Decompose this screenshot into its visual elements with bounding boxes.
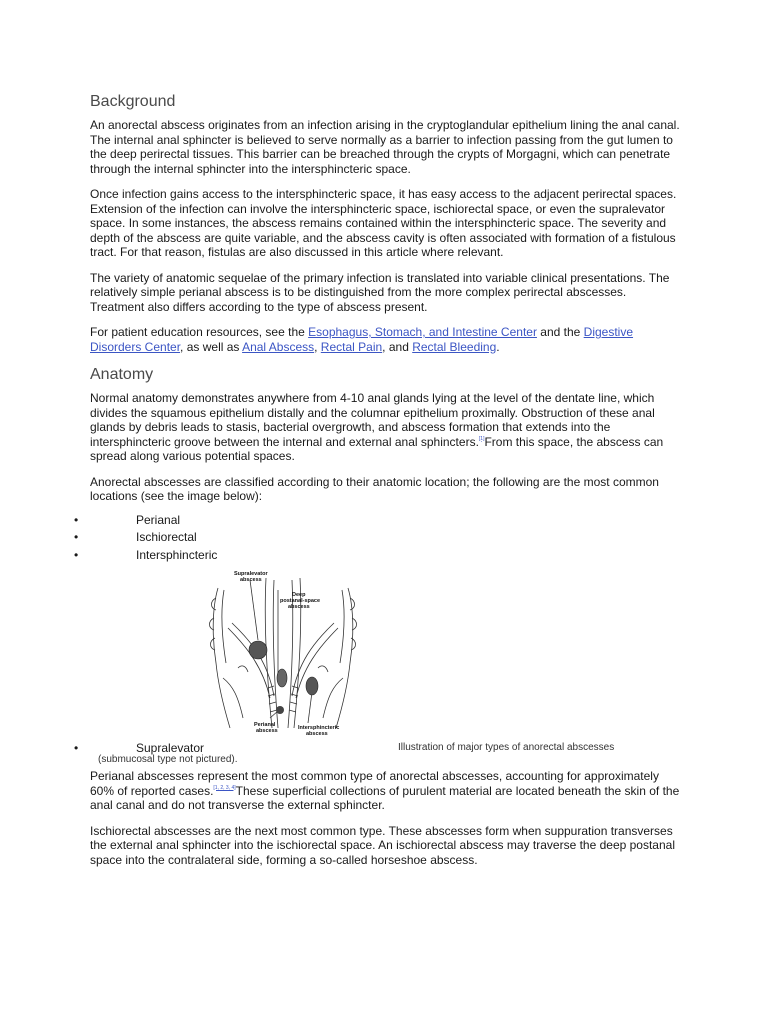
background-paragraph-1: An anorectal abscess originates from an infection arising in the cryptoglandular epithelium lining the anal canal. The internal anal sphincter is believed to serve normally as a barrier to infection passing from the gut lumen to the deep perirectal tissues. This barrier can be breached through the crypts of Morgagni, which can penetrate through the internal sphincter into the intersphincteric space. bbox=[90, 118, 680, 176]
bullet-icon: • bbox=[74, 741, 79, 755]
link-rectal-pain[interactable]: Rectal Pain bbox=[320, 339, 383, 354]
abscess-locations-list bbox=[74, 512, 680, 565]
background-paragraph-2: Once infection gains access to the intersphincteric space, it has easy access to the adjacent perirectal spaces. Extension of the infection can involve the intersphincteric space, ischiorectal space, or even the supralevator space. In some instances, the abscess remains contained within the intersphincteric space. The severity and depth of the abscess are quite variable, and the abscess cavity is often associated with formation of a fistulous tract. For that reason, fistulas are also discussed in this article where relevant. bbox=[90, 187, 677, 259]
label-supralevator: Supralevator bbox=[234, 571, 268, 577]
anatomy-heading: Anatomy bbox=[90, 366, 154, 383]
anatomy-paragraph-1: Normal anatomy demonstrates anywhere from 4-10 anal glands lying at the level of the dentate line, which divides the squamous epithelium distally and the columnar epithelium proximally. Obstruction of these anal glands by debris leads to stasis, bacterial overgrowth, and abscess formation that extends into the intersphincteric groove between the internal and external anal sphincters.[1]From this space, the abscess can spread along various potential spaces. bbox=[90, 391, 664, 463]
reference-link[interactable]: [1] bbox=[478, 435, 485, 442]
label-deep-abscess: abscess bbox=[288, 604, 310, 610]
background-heading: Background bbox=[90, 93, 176, 110]
figure-caption: Illustration of major types of anorectal abscesses bbox=[398, 742, 615, 753]
figure-caption-continued: (submucosal type not pictured). bbox=[98, 754, 238, 765]
article-page bbox=[74, 92, 680, 867]
reference-link[interactable]: [1, 2, 3, 4] bbox=[213, 784, 236, 791]
bullet-icon: • bbox=[74, 512, 79, 527]
label-supralevator-abscess: abscess bbox=[240, 577, 262, 583]
link-esophagus-center[interactable]: Esophagus, Stomach, and Intestine Center bbox=[308, 325, 537, 339]
link-rectal-bleeding[interactable]: Rectal Bleeding bbox=[412, 339, 497, 354]
anatomy-paragraph-2: Anorectal abscesses are classified according to their anatomic location; the following are the most common locations (see the image below): bbox=[90, 474, 659, 503]
patient-resources-paragraph: For patient education resources, see the Esophagus, Stomach, and Intestine Center and the Digestive Disorders Center, as well as Anal Abscess, Rectal Pain, and Rectal Bleeding. bbox=[90, 325, 634, 354]
label-intersphincteric: Intersphincteric bbox=[298, 725, 340, 731]
perianal-abscess-shape bbox=[276, 706, 284, 714]
label-deep: Deep bbox=[292, 592, 306, 598]
supralevator-abscess-shape bbox=[249, 641, 267, 659]
ischiorectal-paragraph: Ischiorectal abscesses are the next most common type. These abscesses form when suppuration transverses the external anal sphincter into the ischiorectal space. An ischiorectal abscess may traverse the deep postanal space into the contralateral side, forming a so-called horseshoe abscess. bbox=[90, 823, 675, 867]
post-figure-text bbox=[90, 769, 680, 878]
list-item: • Supralevator bbox=[90, 740, 680, 758]
perianal-paragraph: Perianal abscesses represent the most common type of anorectal abscesses, accounting for approximately 60% of reported cases.[1, 2, 3, 4]These superficial collections of purulent material are located beneath the skin of the anal canal and do not transverse the external sphincter. bbox=[90, 769, 680, 812]
bullet-icon: • bbox=[74, 547, 79, 562]
link-digestive-disorders-center[interactable]: Digestive Disorders Center bbox=[90, 325, 634, 354]
bullet-icon: • bbox=[74, 530, 79, 544]
link-anal-abscess[interactable]: Anal Abscess bbox=[242, 339, 315, 354]
background-paragraph-3: The variety of anatomic sequelae of the primary infection is translated into variable clinical presentations. The relatively simple perianal abscess is to be distinguished from the more complex perirectal abscesses. Treatment also differs according to the type of abscess present. bbox=[90, 270, 670, 314]
list-item: • Ischiorectal bbox=[90, 529, 680, 547]
intersphincteric-abscess-shape bbox=[306, 677, 318, 695]
figure-area bbox=[74, 568, 680, 867]
label-perianal-abscess: abscess bbox=[256, 728, 278, 734]
anorectal-abscess-illustration bbox=[208, 568, 358, 738]
label-postanal-space: postanal-space bbox=[280, 598, 321, 604]
label-intersphincteric-abscess: abscess bbox=[306, 731, 328, 737]
list-item: • Intersphincteric bbox=[90, 547, 680, 565]
label-perianal: Perianal bbox=[254, 722, 276, 728]
deep-postanal-abscess-shape bbox=[277, 669, 287, 687]
list-item: • Perianal bbox=[90, 512, 680, 530]
